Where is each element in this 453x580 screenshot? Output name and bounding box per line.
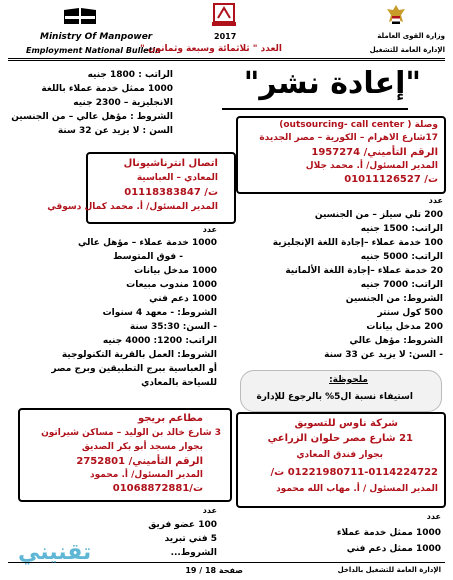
footer-admin: الإدارة العامة للتشغيل بالداخل xyxy=(337,566,441,574)
footer-page: صفحة 18 / 19 xyxy=(185,566,243,575)
rc-count: عدد xyxy=(428,196,443,205)
lb-line3: الشروط... xyxy=(170,548,217,558)
lb-count: عدد xyxy=(202,506,217,515)
header-center-logo xyxy=(210,2,238,28)
rc-line5: 20 خدمة عملاء –إجادة اللغة الألمانية xyxy=(285,266,443,276)
outsourcing-phone-label: الرقم التأميني/ 1957274 xyxy=(311,147,438,158)
eagle-logo xyxy=(385,4,407,30)
emblem-icon xyxy=(210,2,238,28)
lt-line3: الشروط : مؤهل عالي – من الجنسين xyxy=(11,112,173,122)
reissue-title: "إعادة نشر" xyxy=(243,66,421,101)
rc-line9: 200 مدخل بيانات xyxy=(366,322,443,332)
lm-line7: - السن: 35:30 سنة xyxy=(129,322,217,332)
ministry-ar: وزارة القوى العاملة xyxy=(377,32,445,40)
rc-line7: الشروط: من الجنسين xyxy=(345,294,443,304)
watermark: تقنيني xyxy=(18,540,92,565)
outsourcing-title: وصلة ( outsourcing- call center) xyxy=(279,120,438,130)
book-logo-icon xyxy=(62,6,98,26)
lm-line4: 1000 مندوب مبيعات xyxy=(126,280,217,290)
naos-address1: 21 شارع مصر حلوان الزراعي xyxy=(267,433,413,444)
header-year: 2017 xyxy=(214,32,237,41)
pizza-address1: 3 شارع خالد بن الوليد – مساكن شيراتون xyxy=(41,428,221,438)
rb-line1: 1000 ممثل خدمة عملاء xyxy=(336,528,441,538)
lb-line1: 100 عضو فريق xyxy=(148,520,217,530)
note-title: ملحوظة: xyxy=(329,375,368,385)
eagle-icon xyxy=(385,4,407,30)
lm-line10: أو العباسية ببرج التطبيقين وبرج مصر xyxy=(51,364,217,374)
outsourcing-phone: ت/ 01011126527 xyxy=(344,174,438,185)
bulletin-en: Employment National Bulletin xyxy=(26,46,161,55)
lt-line4: السن : لا يزيد عن 32 سنة xyxy=(57,126,173,136)
rb-count: عدد xyxy=(426,512,441,521)
intl-manager: المدير المسئول/ أ. محمد كمال دسوقي xyxy=(47,202,218,212)
naos-phone: 01221980711-0114224722 ت/ xyxy=(270,467,438,478)
intl-address: المعادي – العباسية xyxy=(136,173,218,183)
note-text: استيفاء نسبة ال5% بالرجوع للإدارة xyxy=(256,392,413,402)
naos-manager: المدير المسئول / أ. مهاب الله محمود xyxy=(276,484,438,494)
pizza-phone: ت/01068872881 xyxy=(112,483,203,494)
rc-line8: 500 كول سنتر xyxy=(377,308,443,318)
lm-line9: الشروط: العمل بالقرية التكنولوجية xyxy=(61,350,217,360)
pizza-address2: بجوار مسجد أبو بكر الصديق xyxy=(81,442,203,452)
lm-count: عدد xyxy=(202,225,217,234)
rc-line6: الراتب: 7000 جنيه xyxy=(360,280,443,290)
rc-line2: الراتب: 1500 جنيه xyxy=(360,224,443,234)
reissue-underline xyxy=(222,108,408,110)
lt-line2: الانجليزية – 2300 جنيه xyxy=(73,98,173,108)
issue-title: العدد " ثلاثمائة وسبعة وثمانون " xyxy=(140,44,282,54)
lm-line8: الراتب: 1200: 4000 جنيه xyxy=(102,336,217,346)
lt-line1: 1000 ممثل خدمة عملاء باللغة xyxy=(41,84,173,94)
admin-ar-right: الإدارة العامة للتشغيل xyxy=(369,46,445,54)
outsourcing-address: 17شارع الاهرام – الكورية – مصر الجديدة xyxy=(259,133,438,143)
lm-line11: للسياحة بالمعادي xyxy=(141,378,217,388)
pizza-title: مطاعم بريجو xyxy=(137,413,203,424)
intl-title: اتصال انترناشيونال xyxy=(123,158,218,169)
lm-line6: الشروط: - معهد 4 سنوات xyxy=(102,308,217,318)
header-divider-2 xyxy=(8,60,445,61)
pizza-phone-label: الرقم التأميني/ 2752801 xyxy=(76,456,203,467)
lm-line3: 1000 مدخل بيانات xyxy=(134,266,217,276)
header-divider xyxy=(8,58,445,59)
rc-line10: الشروط: مؤهل عالي xyxy=(349,336,443,346)
lm-line5: 1000 دعم فني xyxy=(149,294,217,304)
rc-line3: 100 خدمة عملاء –إجادة اللغة الإنجليزية xyxy=(272,238,443,248)
outsourcing-manager: المدير المسئول/ أ. محمد جلال xyxy=(305,161,438,171)
rb-line2: 1000 ممثل دعم فني xyxy=(346,544,441,554)
intl-phone: ت/ 01118383847 xyxy=(124,187,218,198)
pizza-manager: المدير المسئول/ أ. محمود xyxy=(89,470,203,480)
naos-title: شركة ناوس للتسويق xyxy=(294,418,398,429)
lt-salary: الراتب : 1800 جنيه xyxy=(87,70,173,80)
rc-line1: 200 تلي سيلز – من الجنسين xyxy=(314,210,443,220)
ministry-en: Ministry Of Manpower xyxy=(40,32,153,42)
rc-line4: الراتب: 5000 جنيه xyxy=(360,252,443,262)
rc-line11: - السن: لا يزيد عن 33 سنة xyxy=(324,350,443,360)
lb-line2: 5 فني تبريد xyxy=(164,534,217,544)
header-logo-left xyxy=(62,6,98,26)
lm-line2: - فوق المتوسط xyxy=(113,252,183,262)
lm-line1: 1000 خدمة عملاء – مؤهل عالي xyxy=(77,238,217,248)
naos-address2: بجوار فندق المعادي xyxy=(296,450,383,460)
